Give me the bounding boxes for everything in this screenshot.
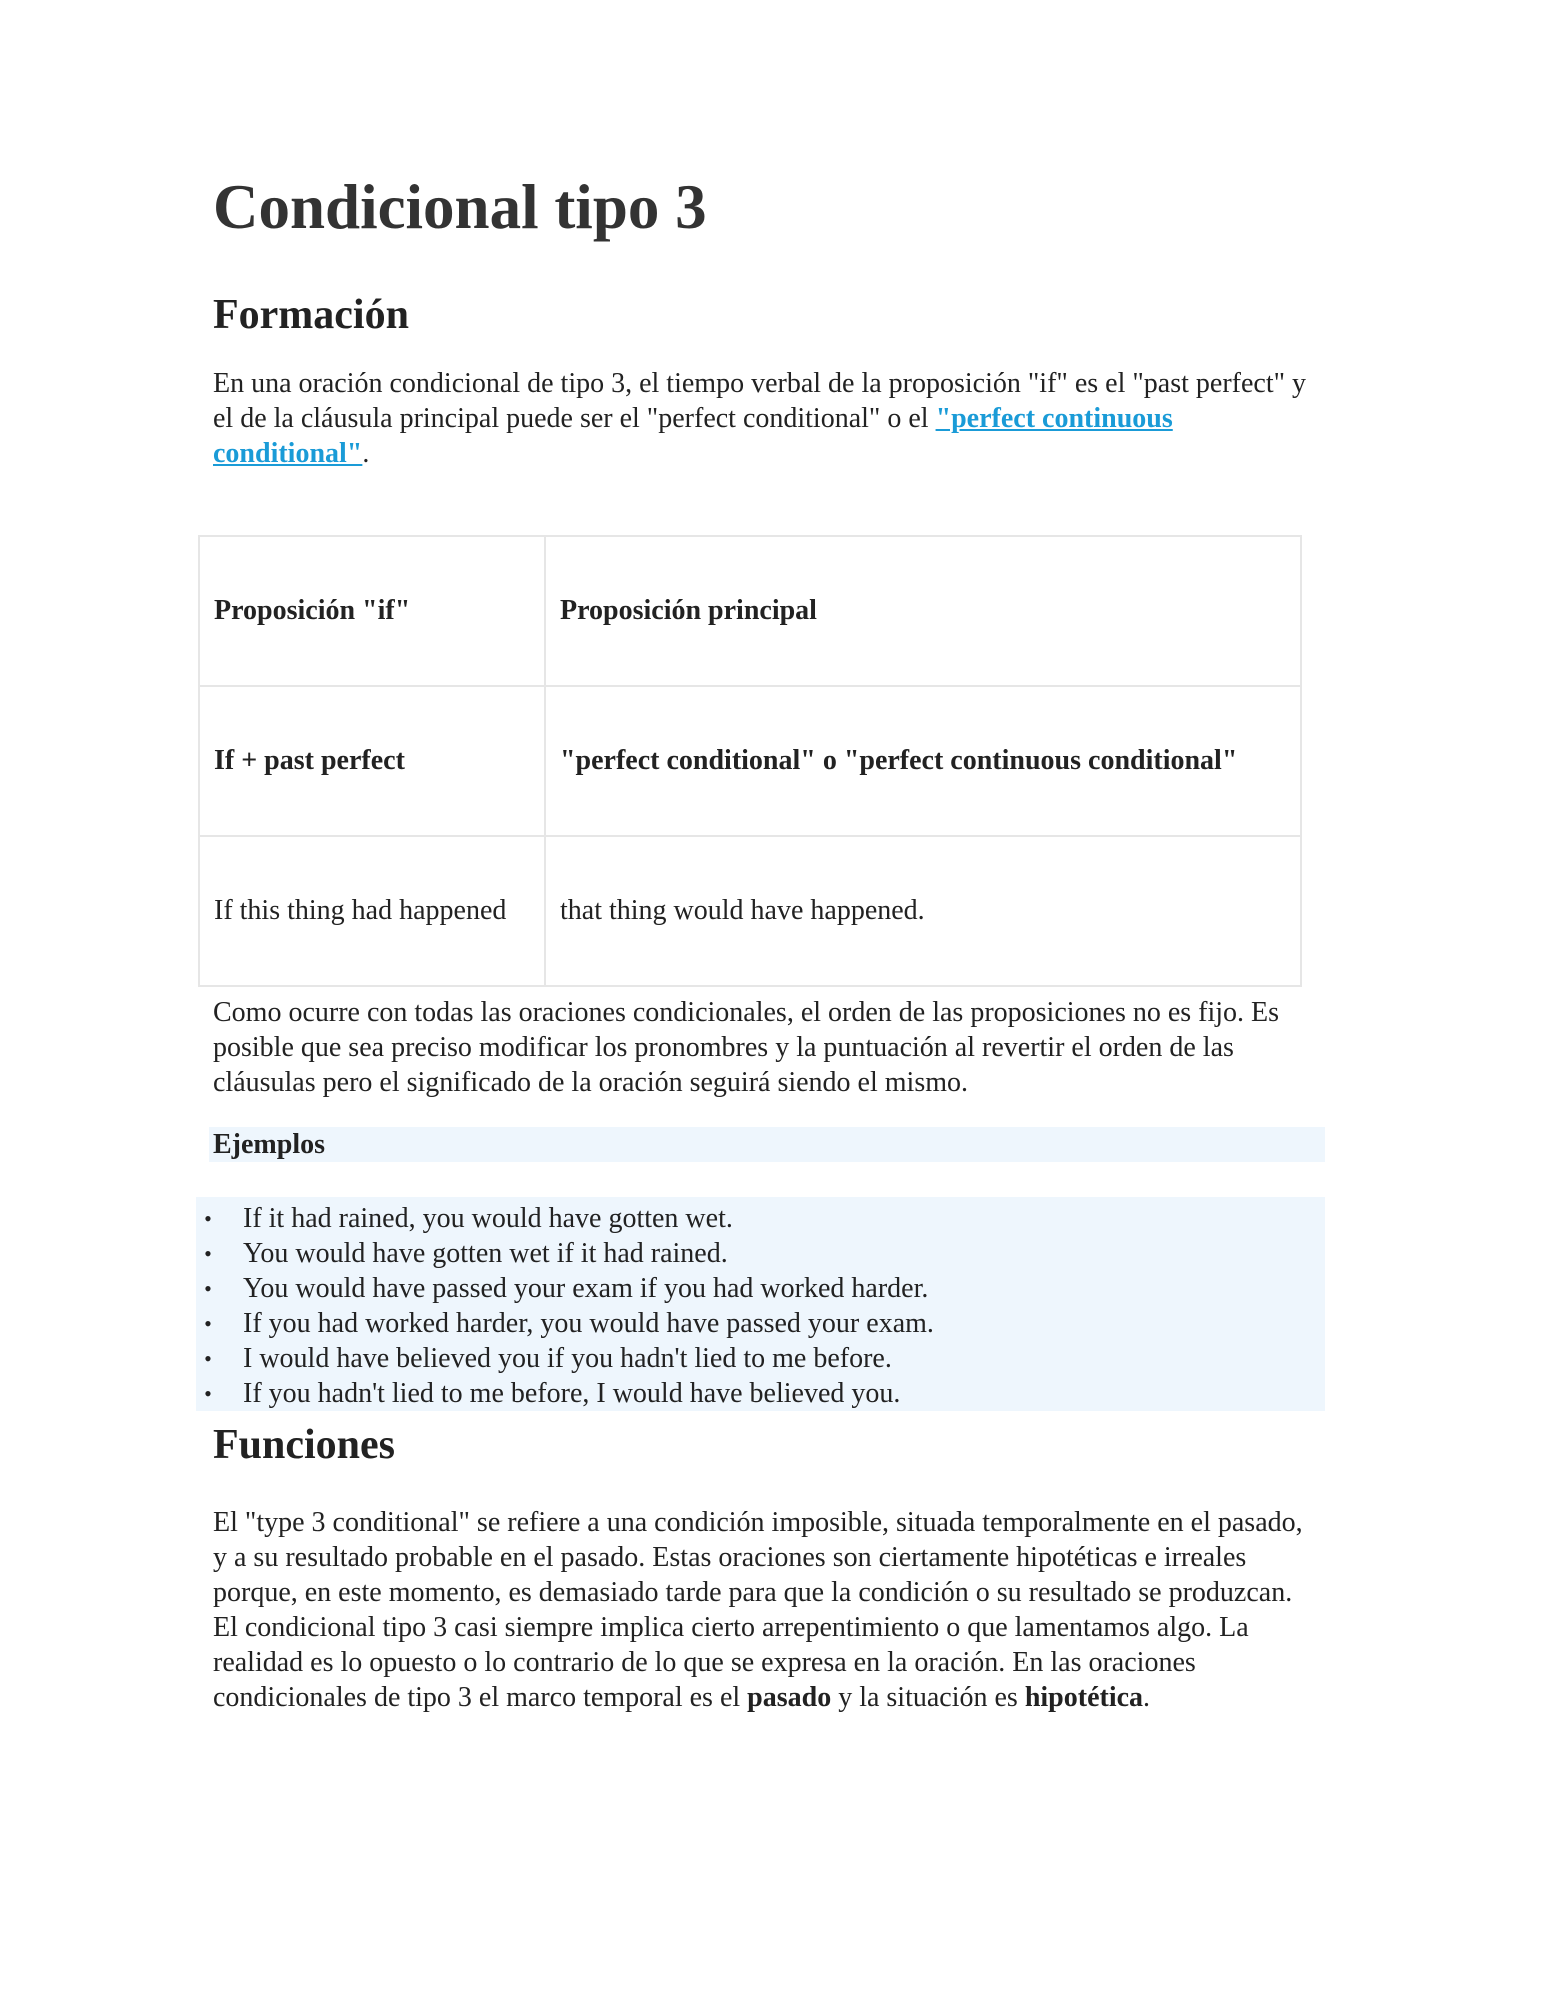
bullet-icon: • bbox=[204, 1346, 212, 1371]
example-text: If you had worked harder, you would have passed your exam. bbox=[243, 1308, 934, 1339]
table-row bbox=[199, 536, 1301, 686]
funciones-bold-pasado: pasado bbox=[747, 1682, 832, 1713]
example-text: If you hadn't lied to me before, I would have believed you. bbox=[243, 1378, 901, 1409]
table-cell: Proposición "if" bbox=[199, 536, 545, 686]
perfect-continuous-conditional-link[interactable]: "perfect continuous conditional" bbox=[213, 402, 1173, 469]
list-item bbox=[196, 1201, 1325, 1236]
bullet-icon: • bbox=[204, 1311, 212, 1336]
examples-list bbox=[196, 1197, 1325, 1411]
order-note-paragraph: Como ocurre con todas las oraciones condicionales, el orden de las proposiciones no es fijo. Es posible que sea preciso modificar los pronombres y la puntuación al revertir el orden de las cláusulas pero el significado de la oración seguirá siendo el mismo. bbox=[213, 997, 1280, 1098]
section-heading-funciones: Funciones bbox=[213, 1422, 396, 1468]
formacion-paragraph bbox=[213, 366, 1323, 471]
funciones-text-2: y la situación es bbox=[831, 1682, 1025, 1713]
funciones-text-end: . bbox=[1143, 1682, 1151, 1713]
list-item bbox=[196, 1271, 1325, 1306]
example-text: I would have believed you if you hadn't lied to me before. bbox=[243, 1343, 892, 1374]
funciones-text: El "type 3 conditional" se refiere a una condición imposible, situada temporalmente en el pasado, y a su resultado probable en el pasado. Estas oraciones son ciertamente hipotéticas e irreales porque, en este momento, es demasiado tarde para que la condición o su resultado se produzcan. El condicional tipo 3 casi siempre implica cierto arrepentimiento o que lamentamos algo. La realidad es lo opuesto o lo contrario de lo que se expresa en la oración. En las oraciones condicionales de tipo 3 el marco temporal es el bbox=[213, 1507, 1303, 1713]
table-row bbox=[199, 686, 1301, 836]
document-page bbox=[204, 170, 1323, 1713]
formacion-text: En una oración condicional de tipo 3, el tiempo verbal de la proposición "if" es el "past perfect" y el de la cláusula principal puede ser el "perfect conditional" o el bbox=[213, 367, 1307, 434]
table-cell: "perfect conditional" o "perfect continuous conditional" bbox=[545, 686, 1301, 836]
list-item bbox=[196, 1376, 1325, 1411]
table-row bbox=[199, 836, 1301, 986]
page-title: Condicional tipo 3 bbox=[213, 172, 707, 242]
funciones-bold-hipotetica: hipotética bbox=[1024, 1682, 1144, 1713]
formacion-text-end: . bbox=[362, 437, 370, 469]
list-item bbox=[196, 1341, 1325, 1376]
example-text: If it had rained, you would have gotten wet. bbox=[243, 1203, 733, 1234]
table-cell: If + past perfect bbox=[199, 686, 545, 836]
list-item bbox=[196, 1236, 1325, 1271]
table-cell: Proposición principal bbox=[545, 536, 1301, 686]
example-text: You would have gotten wet if it had rained. bbox=[243, 1238, 728, 1269]
bullet-icon: • bbox=[204, 1206, 212, 1231]
funciones-paragraph bbox=[213, 1505, 1323, 1715]
section-heading-formacion: Formación bbox=[213, 291, 409, 338]
conditional-structure-table bbox=[198, 535, 1302, 987]
list-item bbox=[196, 1306, 1325, 1341]
table-cell: that thing would have happened. bbox=[545, 836, 1301, 986]
bullet-icon: • bbox=[204, 1241, 212, 1266]
example-text: You would have passed your exam if you had worked harder. bbox=[243, 1273, 929, 1304]
table-cell: If this thing had happened bbox=[199, 836, 545, 986]
ejemplos-heading: Ejemplos bbox=[209, 1127, 1325, 1162]
bullet-icon: • bbox=[204, 1276, 212, 1301]
bullet-icon: • bbox=[204, 1381, 212, 1406]
